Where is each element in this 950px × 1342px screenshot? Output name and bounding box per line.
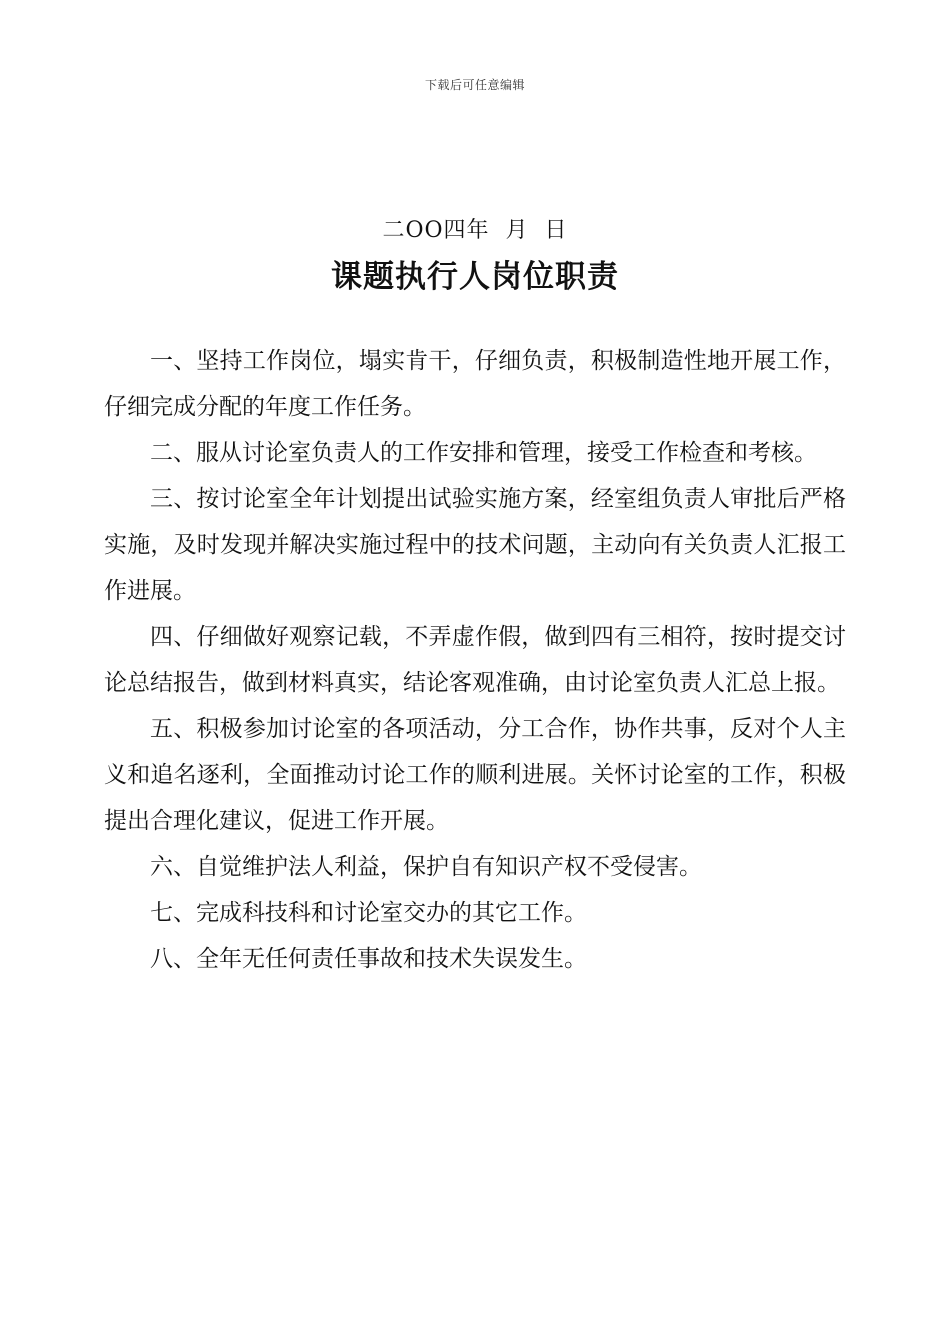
document-body: [104, 338, 846, 982]
document-title: 课题执行人岗位职责: [331, 259, 619, 295]
paragraph-7: 七、完成科技科和讨论室交办的其它工作。: [150, 900, 587, 926]
paragraph-5: 五、积极参加讨论室的各项活动，分工合作，协作共事，反对个人主义和追名逐利，全面推动讨论工作的顺利进展。关怀讨论室的工作，积极提出合理化建议，促进工作开展。: [104, 716, 846, 834]
paragraph-8: 八、全年无任何责任事故和技术失误发生。: [150, 946, 587, 972]
paragraph-4: 四、仔细做好观察记载，不弄虚作假，做到四有三相符，按时提交讨论总结报告，做到材料真实，结论客观准确，由讨论室负责人汇总上报。: [104, 624, 846, 696]
paragraph-1: 一、坚持工作岗位，塌实肯干，仔细负责，积极制造性地开展工作，仔细完成分配的年度工作任务。: [104, 348, 846, 420]
paragraph-3: 三、按讨论室全年计划提出试验实施方案，经室组负责人审批后严格实施，及时发现并解决实施过程中的技术问题，主动向有关负责人汇报工作进展。: [104, 486, 846, 604]
paragraph-2: 二、服从讨论室负责人的工作安排和管理，接受工作检查和考核。: [150, 440, 817, 466]
page-header-note: 下载后可任意编辑: [424, 78, 525, 92]
date-line: 二OO四年 月 日: [382, 218, 568, 243]
paragraph-6: 六、自觉维护法人利益，保护自有知识产权不受侵害。: [150, 854, 702, 880]
